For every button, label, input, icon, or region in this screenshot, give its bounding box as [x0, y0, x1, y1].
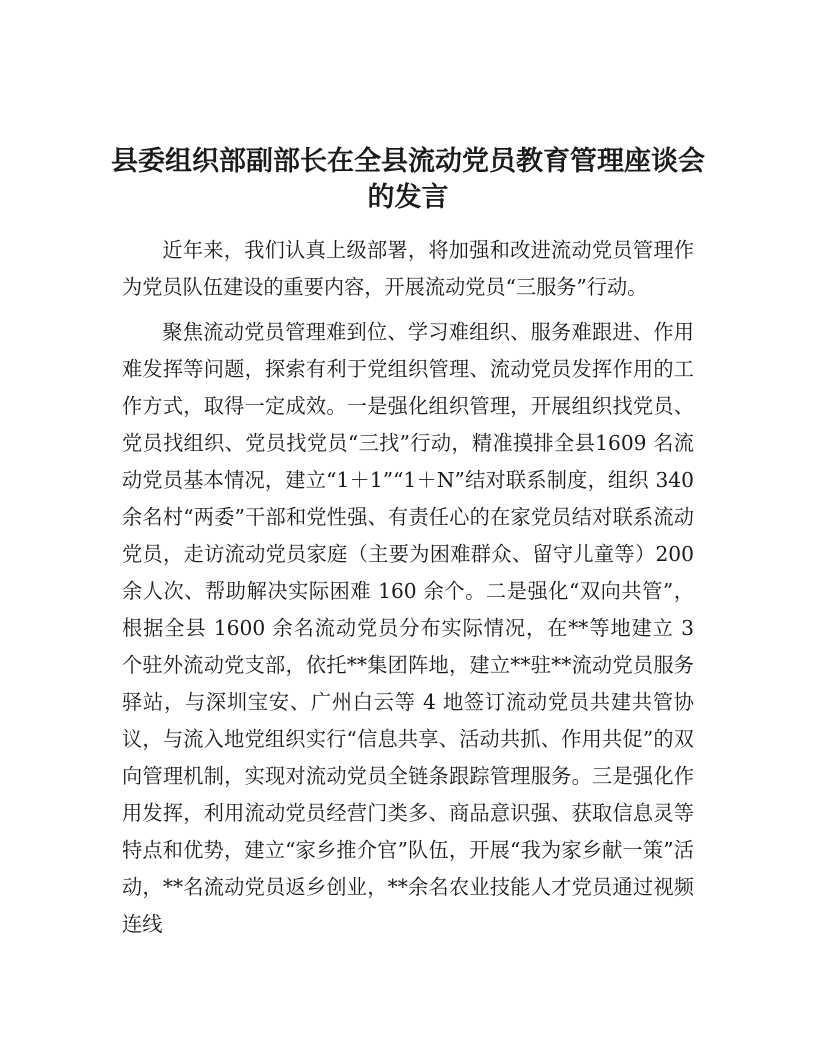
paragraph-intro: 近年来，我们认真上级部署，将加强和改进流动党员管理作为党员队伍建设的重要内容，开展流动党员“三服务”行动。: [122, 238, 694, 299]
document-title: 县委组织部副部长在全县流动党员教育管理座谈会的发言: [111, 146, 705, 213]
document-body: [122, 232, 694, 951]
paragraph-main: 聚焦流动党员管理难到位、学习难组织、服务难跟进、作用难发挥等问题，探索有利于党组织管理、流动党员发挥作用的工作方式，取得一定成效。一是强化组织管理，开展组织找党员、党员找组织、党员找党员“三找”行动，精准摸排全县1609 名流动党员基本情况，建立“1＋1”“1＋N”结对联系制度，组织 340 余名村“两委”干部和党性强、有责任心的在家党员结对联系流动党员，走访流动党员家庭（主要为困难群众、留守儿童等）200 余人次、帮助解决实际困难 160 余个。二是强化“双向共管”，根据全县 1600 余名流动党员分布实际情况，在**等地建立 3 个驻外流动党支部，依托**集团阵地，建立**驻**流动党员服务驿站，与深圳宝安、广州白云等 4 地签订流动党员共建共管协议，与流入地党组织实行“信息共享、活动共抓、作用共促”的双向管理机制，实现对流动党员全链条跟踪管理服务。三是强化作用发挥，利用流动党员经营门类多、商品意识强、获取信息灵等特点和优势，建立“家乡推介官”队伍，开展“我为家乡献一策”活动，**名流动党员返乡创业，**余名农业技能人才党员通过视频连线: [122, 320, 694, 936]
